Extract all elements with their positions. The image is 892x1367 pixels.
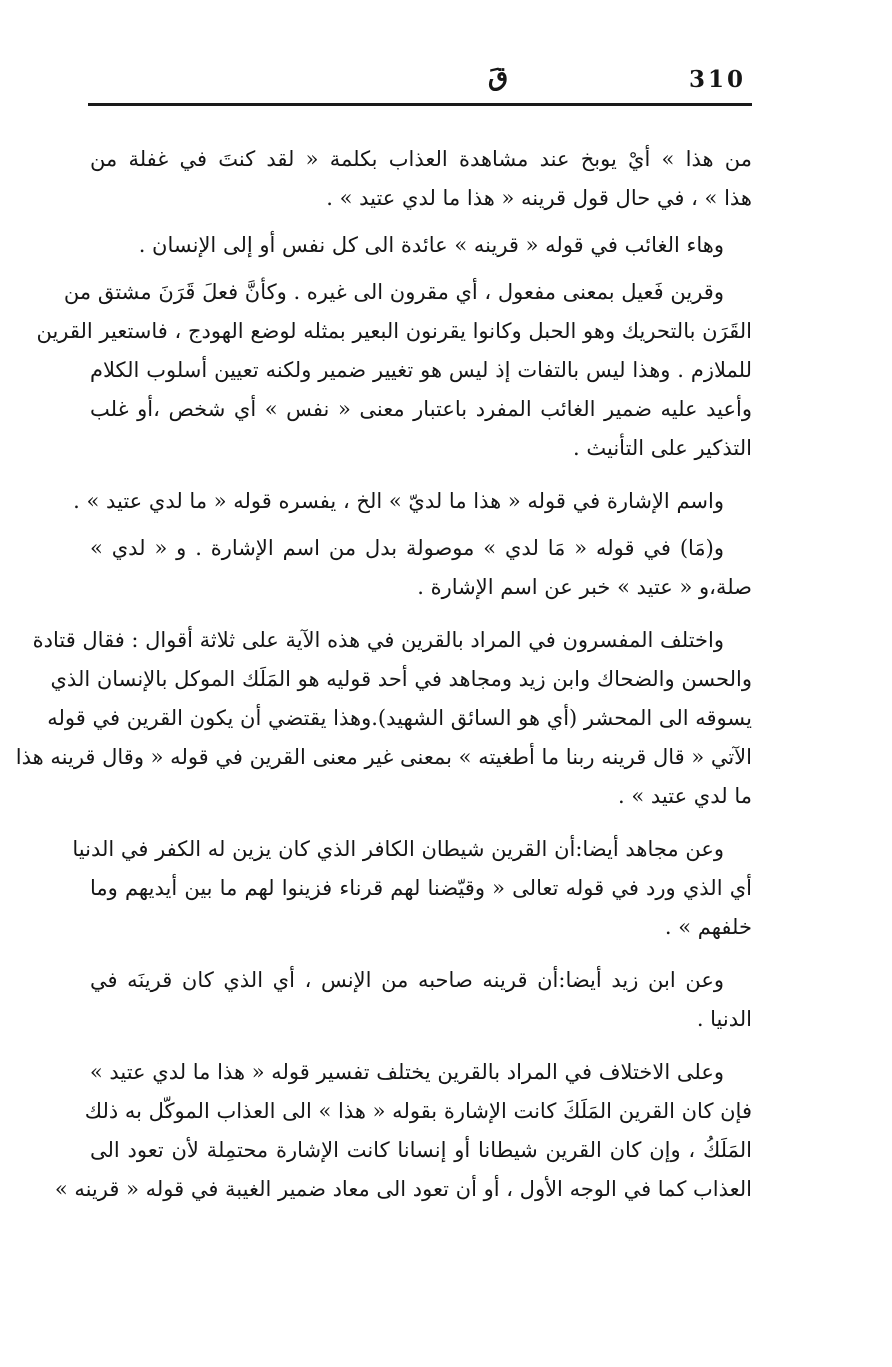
paragraph-1	[90, 140, 752, 218]
text-line: وقرين فَعيل بمعنى مفعول ، أي مقرون الى غيره . وكأنَّ فعلَ قَرَنَ مشتق من	[63, 280, 724, 304]
text-line: من هذا » أيْ يوبخ عند مشاهدة العذاب بكلمة « لقد كنتَ في غفلة من	[90, 147, 752, 171]
paragraph-8	[90, 961, 752, 1039]
text-line: و(مَا) في قوله « مَا لدي » موصولة بدل من اسم الإشارة . و « لدي »	[90, 536, 724, 560]
text-line: وعلى الاختلاف في المراد بالقرين يختلف تفسير قوله « هذا ما لدي عتيد »	[89, 1060, 724, 1084]
text-line: الآتي « قال قرينه ربنا ما أطغيته » بمعنى غير معنى القرين في قوله « وقال قرينه هذا	[15, 745, 752, 769]
text-line: وعن مجاهد أيضا:أن القرين شيطان الكافر الذي كان يزين له الكفر في الدنيا	[72, 837, 724, 861]
text-line: يسوقه الى المحشر (أي هو السائق الشهيد).وهذا يقتضي أن يكون القرين في قوله	[47, 706, 752, 730]
text-line: وأعيد عليه ضمير الغائب المفرد باعتبار معنى « نفس » أي شخص ،أو غلب	[90, 397, 752, 421]
running-title: قَ	[488, 62, 509, 92]
paragraph-7	[72, 830, 752, 947]
text-line: القَرَن بالتحريك وهو الحبل وكانوا يقرنون البعير بمثله لوضع الهودج ، فاستعير القرين	[36, 319, 752, 343]
text-line: خلفهم » .	[664, 915, 752, 939]
text-line: واسم الإشارة في قوله « هذا ما لديّ » الخ ، يفسره قوله « ما لدي عتيد » .	[73, 489, 724, 513]
text-line: المَلَكُ ، وإن كان القرين شيطانا أو إنسانا كانت الإشارة محتمِلة لأن تعود الى	[90, 1138, 752, 1162]
page-body	[15, 140, 752, 1209]
header-rule	[88, 103, 752, 106]
paragraph-6	[15, 621, 752, 816]
paragraph-2	[90, 226, 752, 265]
text-line: وهاء الغائب في قوله « قرينه » عائدة الى كل نفس أو إلى الإنسان .	[138, 233, 724, 257]
page-number: 310	[688, 66, 746, 93]
text-line: الدنيا .	[696, 1007, 752, 1031]
paragraph-9	[54, 1053, 752, 1209]
paragraph-4	[73, 482, 752, 521]
text-line: صلة،و « عتيد » خبر عن اسم الإشارة .	[417, 575, 752, 599]
text-line: واختلف المفسرون في المراد بالقرين في هذه الآية على ثلاثة أقوال : فقال قتادة	[32, 628, 724, 652]
page-header	[88, 60, 752, 104]
text-line: والحسن والضحاك وابن زيد ومجاهد في أحد قوليه هو المَلَك الموكل بالإنسان الذي	[50, 667, 752, 691]
text-line: العذاب كما في الوجه الأول ، أو أن تعود الى معاد ضمير الغيبة في قوله « قرينه »	[54, 1177, 752, 1201]
paragraph-5	[90, 529, 752, 607]
text-line: للملازم . وهذا ليس بالتفات إذ ليس هو تغيير ضمير ولكنه تعيين أسلوب الكلام	[90, 358, 752, 382]
text-line: التذكير على التأنيث .	[573, 436, 752, 460]
text-line: أي الذي ورد في قوله تعالى « وقيّضنا لهم قرناء فزينوا لهم ما بين أيديهم وما	[90, 876, 752, 900]
text-line: وعن ابن زيد أيضا:أن قرينه صاحبه من الإنس ، أي الذي كان قرينَه في	[90, 968, 724, 992]
text-line: ما لدي عتيد » .	[618, 784, 752, 808]
paragraph-3	[36, 273, 752, 468]
text-line: فإن كان القرين المَلَكَ كانت الإشارة بقوله « هذا » الى العذاب الموكّل به ذلك	[84, 1099, 752, 1123]
text-line: هذا » ، في حال قول قرينه « هذا ما لدي عتيد » .	[326, 186, 752, 210]
